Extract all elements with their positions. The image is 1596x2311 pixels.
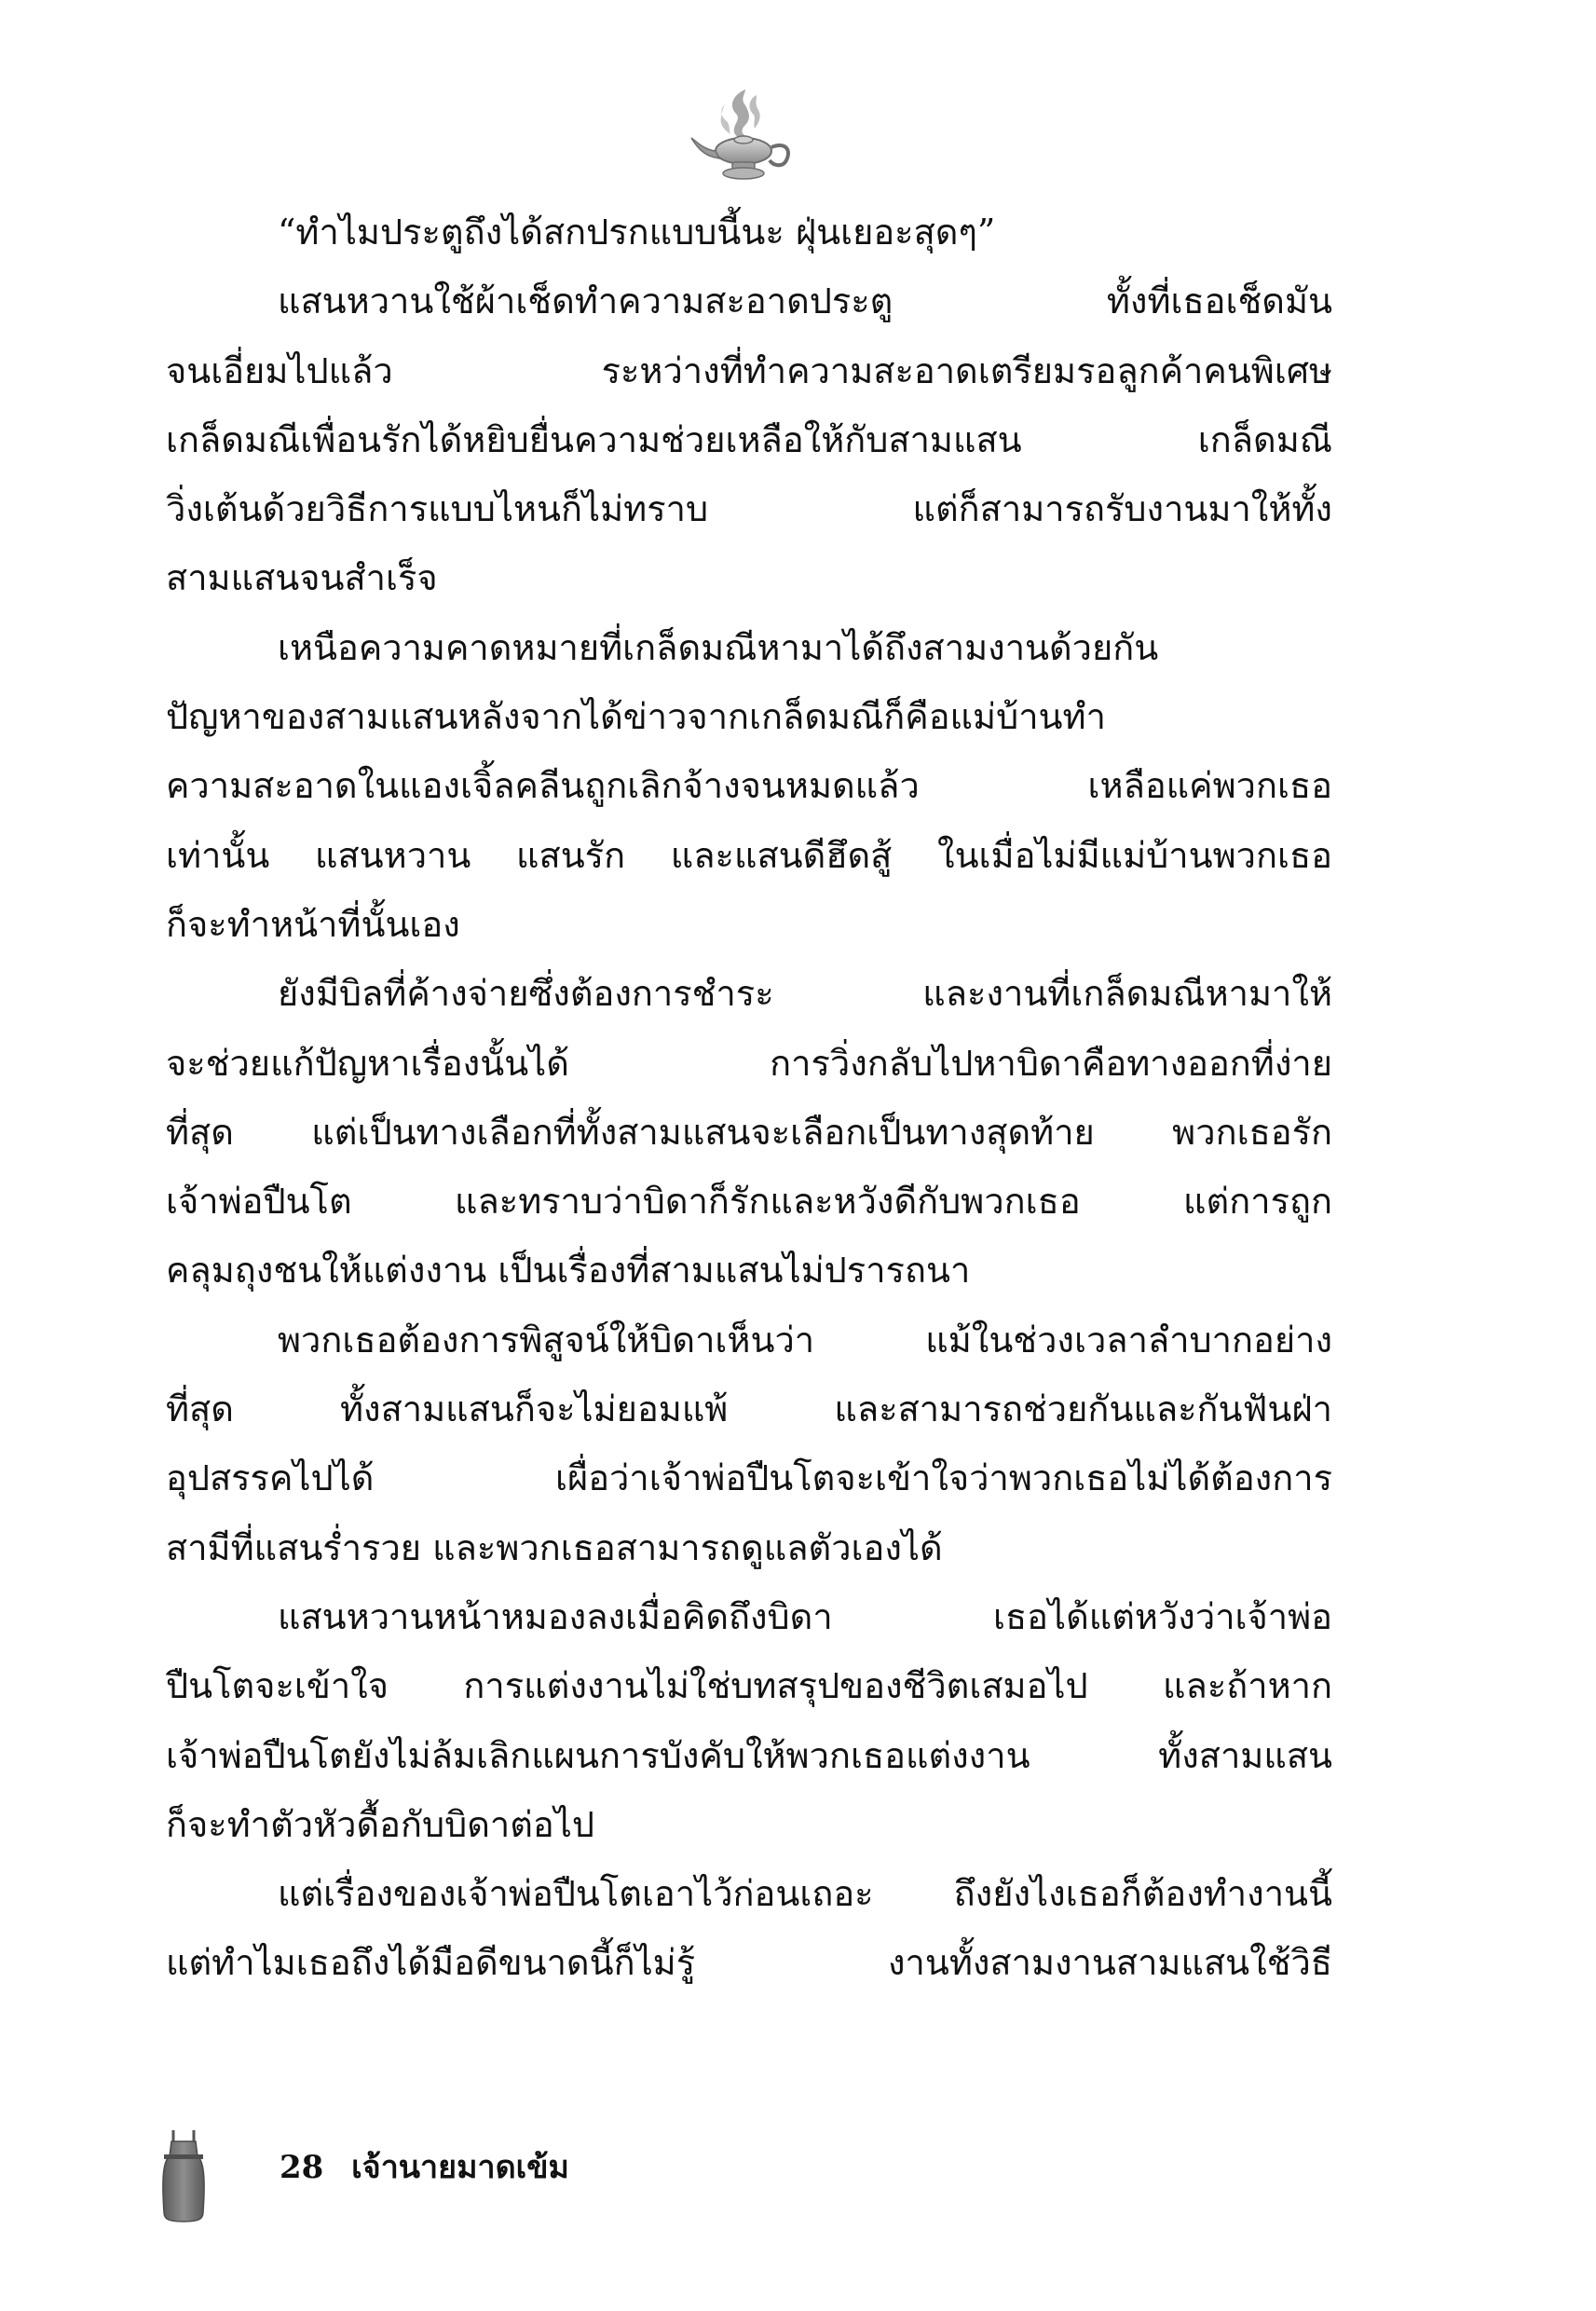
body-text <box>166 198 1332 1998</box>
body-line: แสนหวานใช้ผ้าเช็ดทำความสะอาดประตู ทั้งที่เธอเช็ดมัน <box>278 280 1332 322</box>
body-line: สามีที่แสนร่ำรวย และพวกเธอสามารถดูแลตัวเองได้ <box>166 1526 943 1568</box>
genie-lamp-icon <box>688 82 799 194</box>
body-line: แสนหวานหน้าหมองลงเมื่อคิดถึงบิดา เธอได้แต่หวังว่าเจ้าพ่อ <box>278 1595 1332 1637</box>
body-line: ที่สุด ทั้งสามแสนก็จะไม่ยอมแพ้ และสามารถช่วยกันและกันฟันฝ่า <box>166 1388 1332 1430</box>
body-line: “ทำไมประตูถึงได้สกปรกแบบนี้นะ ฝุ่นเยอะสุดๆ” <box>278 212 996 253</box>
body-line: แต่ทำไมเธอถึงได้มือดีขนาดนี้ก็ไม่รู้ งานทั้งสามงานสามแสนใช้วิธี <box>166 1942 1332 1984</box>
body-line: สามแสนจนสำเร็จ <box>166 557 438 599</box>
body-line: เหนือความคาดหมายที่เกล็ดมณีหามาได้ถึงสามงานด้วยกัน <box>278 626 1159 668</box>
page-footer <box>280 2140 569 2195</box>
body-line: เจ้าพ่อปืนโต และทราบว่าบิดาก็รักและหวังดีกับพวกเธอ แต่การถูก <box>166 1181 1332 1223</box>
apron-icon <box>160 2128 207 2223</box>
body-line: คลุมถุงชนให้แต่งงาน เป็นเรื่องที่สามแสนไม่ปรารถนา <box>166 1250 971 1292</box>
body-line: จะช่วยแก้ปัญหาเรื่องนั้นได้ การวิ่งกลับไปหาบิดาคือทางออกที่ง่าย <box>166 1042 1332 1084</box>
body-line: ก็จะทำตัวหัวดื้อกับบิดาต่อไป <box>166 1803 594 1845</box>
body-line: อุปสรรคไปได้ เผื่อว่าเจ้าพ่อปืนโตจะเข้าใจว่าพวกเธอไม่ได้ต้องการ <box>166 1457 1332 1499</box>
book-title: เจ้านายมาดเข้ม <box>351 2149 569 2186</box>
body-line: ความสะอาดในแองเจิ้ลคลีนถูกเลิกจ้างจนหมดแล้ว เหลือแค่พวกเธอ <box>166 765 1332 807</box>
body-line: พวกเธอต้องการพิสูจน์ให้บิดาเห็นว่า แม้ในช่วงเวลาลำบากอย่าง <box>278 1319 1332 1361</box>
body-line: ปัญหาของสามแสนหลังจากได้ข่าวจากเกล็ดมณีก็คือแม่บ้านทำ <box>166 696 1106 738</box>
body-line: วิ่งเต้นด้วยวิธีการแบบไหนก็ไม่ทราบ แต่ก็สามารถรับงานมาให้ทั้ง <box>166 488 1332 530</box>
body-line: ก็จะทำหน้าที่นั้นเอง <box>166 903 460 945</box>
body-line: จนเอี่ยมไปแล้ว ระหว่างที่ทำความสะอาดเตรียมรอลูกค้าคนพิเศษ <box>166 349 1332 391</box>
body-line: เกล็ดมณีเพื่อนรักได้หยิบยื่นความช่วยเหลือให้กับสามแสน เกล็ดมณี <box>166 418 1332 460</box>
body-line: เท่านั้น แสนหวาน แสนรัก และแสนดีฮึดสู้ ในเมื่อไม่มีแม่บ้านพวกเธอ <box>166 834 1332 876</box>
body-line: แต่เรื่องของเจ้าพ่อปืนโตเอาไว้ก่อนเถอะ ถึงยังไงเธอก็ต้องทำงานนี้ <box>278 1873 1332 1915</box>
body-line: เจ้าพ่อปืนโตยังไม่ล้มเลิกแผนการบังคับให้พวกเธอแต่งงาน ทั้งสามแสน <box>166 1734 1332 1776</box>
page-number: 28 <box>280 2149 324 2186</box>
body-line: ปืนโตจะเข้าใจ การแต่งงานไม่ใช่บทสรุปของชีวิตเสมอไป และถ้าหาก <box>166 1665 1332 1707</box>
body-line: ที่สุด แต่เป็นทางเลือกที่ทั้งสามแสนจะเลือกเป็นทางสุดท้าย พวกเธอรัก <box>166 1111 1332 1153</box>
body-line: ยังมีบิลที่ค้างจ่ายซึ่งต้องการชำระ และงานที่เกล็ดมณีหามาให้ <box>278 973 1332 1015</box>
